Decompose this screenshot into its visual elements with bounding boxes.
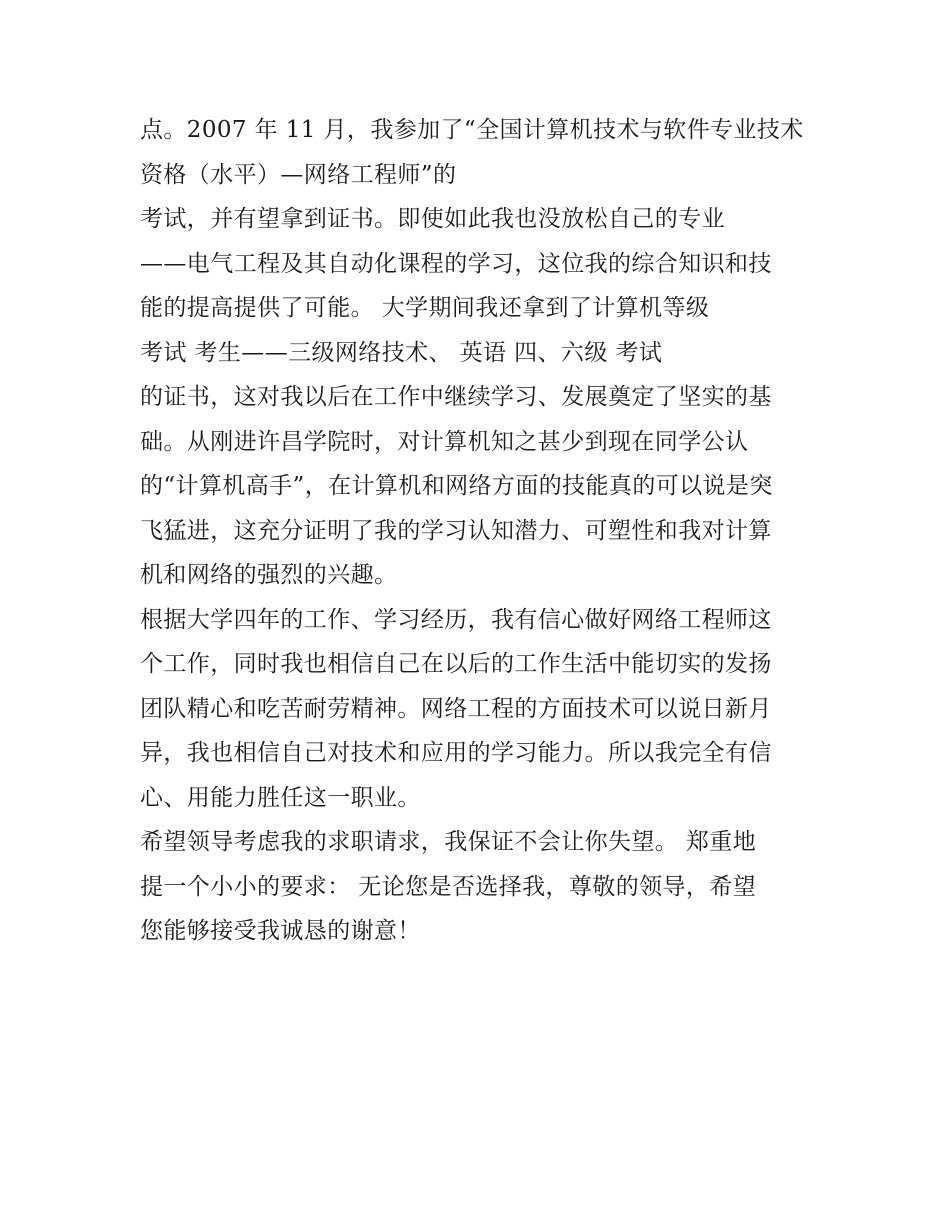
text-line-11: 机和网络的强烈的兴趣。 [140,562,398,588]
text-line-8: 础。从刚进许昌学院时，对计算机知之甚少到现在同学公认 [140,428,749,455]
text-line-16: 心、用能力胜任这一职业。 [140,784,421,811]
text-line-19: 您能够接受我诚恳的谢意！ [140,918,421,944]
text-line-17: 希望领导考虑我的求职请求，我保证不会让你失望。 郑重地 [140,829,757,855]
text-line-7: 的证书，这对我以后在工作中继续学习、发展奠定了坚实的基 [140,384,772,410]
text-line-13: 个工作，同时我也相信自己在以后的工作生活中能切实的发扬 [140,651,772,677]
text-line-4: ——电气工程及其自动化课程的学习，这位我的综合知识和技 [140,250,772,277]
text-line-12: 根据大学四年的工作、学习经历，我有信心做好网络工程师这 [140,606,772,633]
text-line-9: 的“计算机高手”，在计算机和网络方面的技能真的可以说是突 [140,473,773,499]
text-line-15: 异，我也相信自己对技术和应用的学习能力。所以我完全有信 [140,740,772,766]
text-line-6: 考试 考生——三级网络技术、 英语 四、六级 考试 [140,339,663,366]
text-line-1: 点。2007 年 11 月，我参加了“全国计算机技术与软件专业技术 [140,117,804,143]
text-line-2: 资格（水平）—网络工程师”的 [140,161,457,188]
text-line-5: 能的提高提供了可能。 大学期间我还拿到了计算机等级 [140,295,710,321]
text-line-18: 提一个小小的要求： 无论您是否选择我，尊敬的领导，希望 [140,873,757,900]
text-line-10: 飞猛进，这充分证明了我的学习认知潜力、可塑性和我对计算 [140,517,772,544]
text-line-3: 考试，并有望拿到证书。即使如此我也没放松自己的专业 [140,206,725,232]
text-line-14: 团队精心和吃苦耐劳精神。网络工程的方面技术可以说日新月 [140,695,772,722]
document-body [140,108,830,954]
